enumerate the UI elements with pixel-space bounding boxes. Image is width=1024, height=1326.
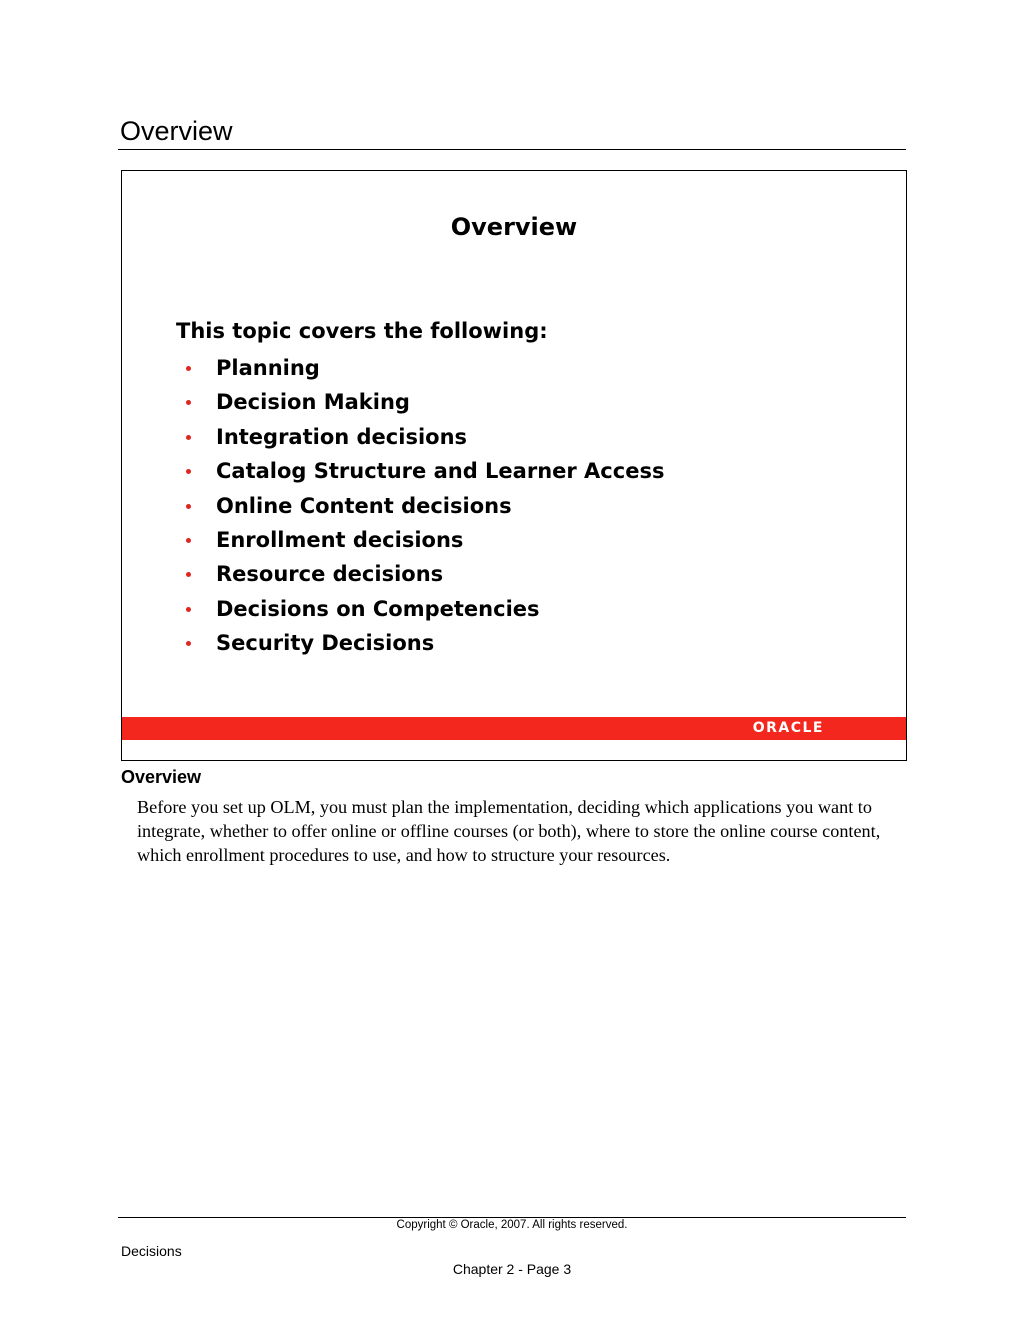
notes-body: Before you set up OLM, you must plan the implementation, deciding which applications you want to integrate, whether to offer online or offline courses (or both), where to store the online course content, which enrollment procedures to use, and how to structure your resources.: [137, 797, 881, 865]
heading-divider: [118, 149, 906, 150]
bullet-icon: [186, 538, 191, 543]
bullet-icon: [186, 572, 191, 577]
list-item-label: Resource decisions: [216, 562, 444, 587]
bullet-icon: [186, 504, 191, 509]
list-item: [182, 523, 664, 557]
chapter-name: Decisions: [121, 1243, 182, 1259]
slide-title: [122, 213, 906, 241]
list-item: [182, 385, 664, 419]
page-heading: Overview: [120, 116, 233, 146]
list-item-label: Enrollment decisions: [216, 527, 464, 552]
list-item-label: Decision Making: [216, 390, 410, 415]
list-item-label: Integration decisions: [216, 424, 468, 449]
list-item: [182, 489, 664, 523]
list-item: [182, 592, 664, 626]
list-item-label: Planning: [216, 356, 320, 380]
slide-topic-list: [182, 351, 664, 661]
list-item: [182, 454, 664, 488]
bullet-icon: [186, 435, 191, 440]
list-item-label: Online Content decisions: [216, 493, 512, 518]
list-item: [182, 420, 664, 454]
oracle-brand-bar: [122, 717, 906, 740]
list-item: [182, 626, 664, 660]
oracle-logo: ORACLE: [752, 720, 824, 736]
bullet-icon: [186, 366, 191, 371]
notes-title: Overview: [121, 767, 202, 787]
list-item: [182, 557, 664, 591]
list-item: [182, 351, 664, 385]
bullet-icon: [186, 400, 191, 405]
bullet-icon: [186, 641, 191, 646]
bullet-icon: [186, 607, 191, 612]
slide-intro: This topic covers the following:: [176, 319, 548, 343]
slide-image: [121, 170, 907, 761]
footer-divider: [118, 1217, 906, 1218]
bullet-icon: [186, 469, 191, 474]
page-number: Chapter 2 - Page 3: [452, 1261, 572, 1277]
list-item-label: Catalog Structure and Learner Access: [216, 459, 665, 484]
copyright-notice: Copyright © Oracle, 2007. All rights reserved.: [396, 1219, 628, 1231]
list-item-label: Security Decisions: [216, 631, 435, 656]
list-item-label: Decisions on Competencies: [216, 596, 540, 621]
slide-title-text: Overview: [450, 213, 578, 241]
